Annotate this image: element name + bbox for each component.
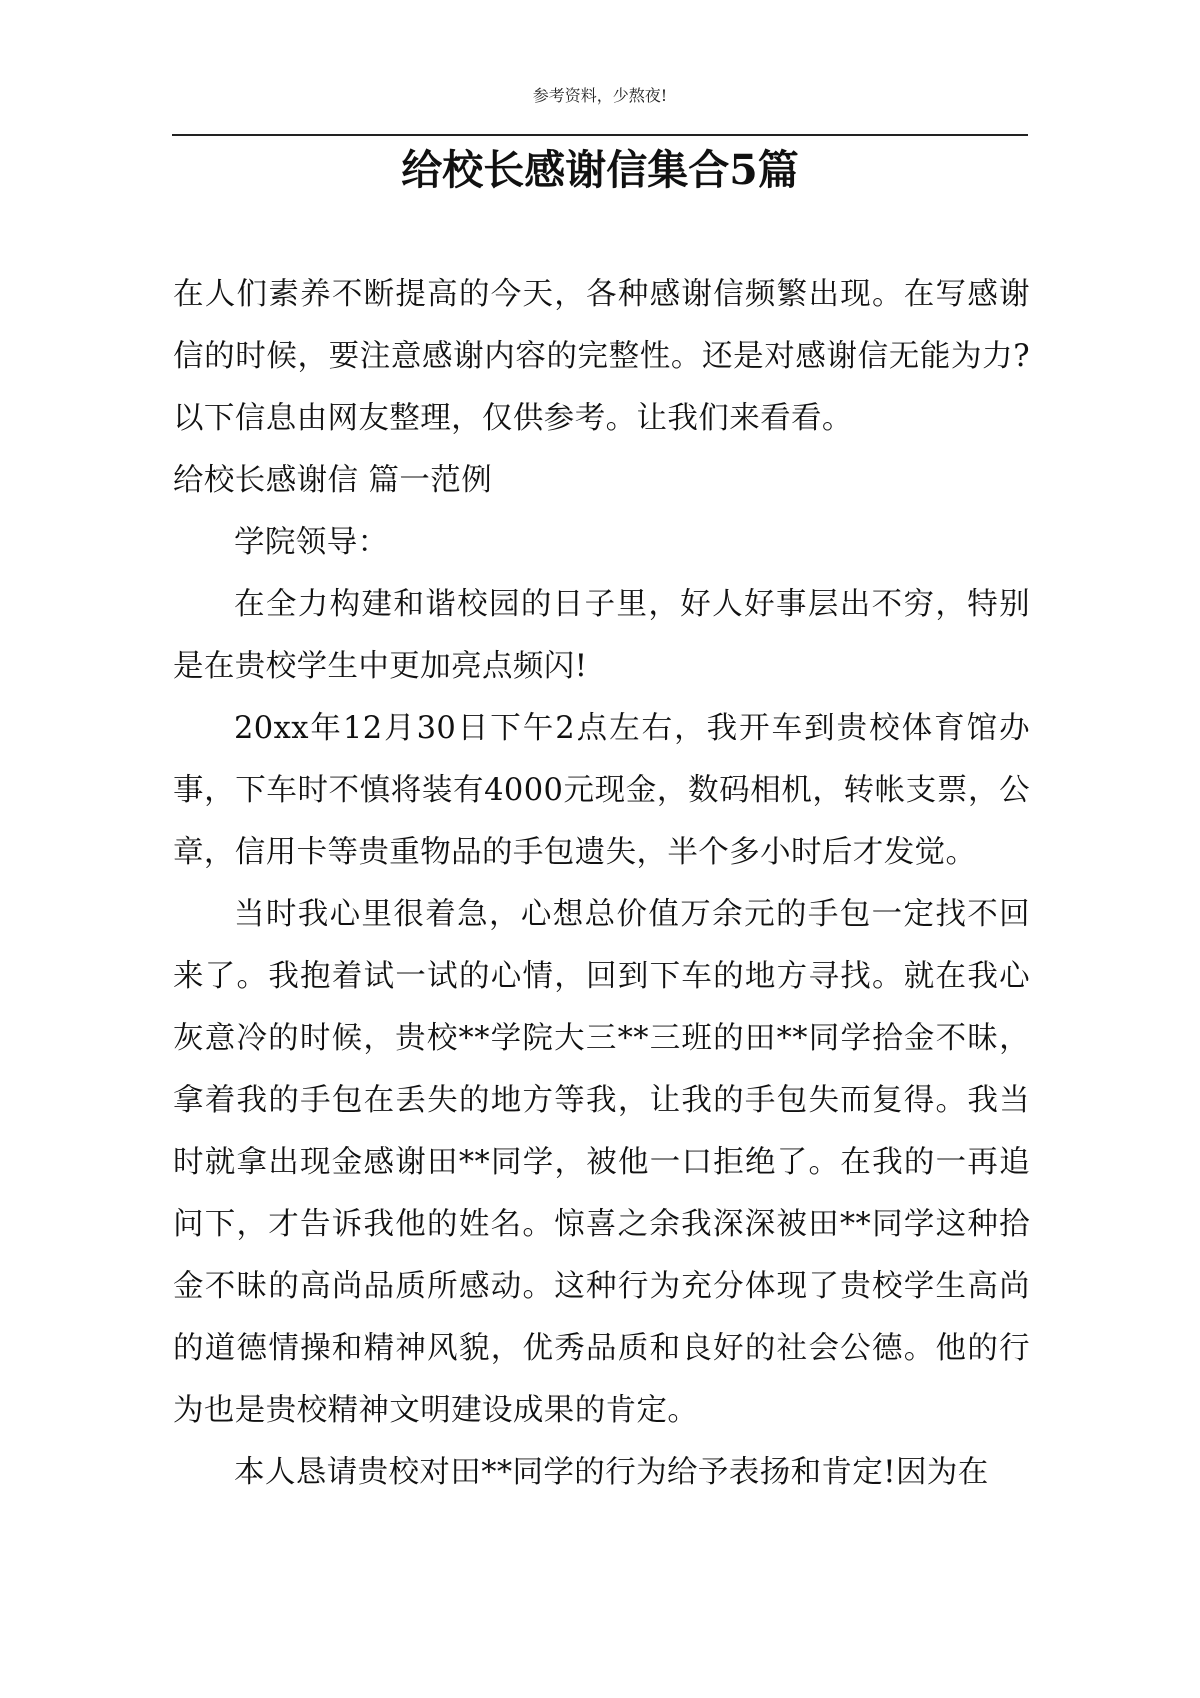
document-body: [173, 264, 1030, 1504]
body-paragraph: 当时我心里很着急，心想总价值万余元的手包一定找不回来了。我抱着试一试的心情，回到下车的地方寻找。就在我心灰意冷的时候，贵校**学院大三**三班的田**同学拾金不昧，拿着我的手包在丢失的地方等我，让我的手包失而复得。我当时就拿出现金感谢田**同学，被他一口拒绝了。在我的一再追问下，才告诉我他的姓名。惊喜之余我深深被田**同学这种拾金不昧的高尚品质所感动。这种行为充分体现了贵校学生高尚的道德情操和精神风貌，优秀品质和良好的社会公德。他的行为也是贵校精神文明建设成果的肯定。: [173, 897, 1030, 1428]
body-paragraph: 20xx年12月30日下午2点左右，我开车到贵校体育馆办事，下车时不慎将装有4000元现金，数码相机，转帐支票，公章，信用卡等贵重物品的手包遗失，半个多小时后才发觉。: [173, 711, 1030, 870]
salutation: 学院领导：: [234, 525, 389, 560]
body-paragraph: 本人恳请贵校对田**同学的行为给予表扬和肯定!因为在: [234, 1455, 989, 1490]
document-title: 给校长感谢信集合5篇: [401, 146, 799, 194]
header-note: 参考资料，少熬夜!: [532, 86, 668, 105]
section-heading: 给校长感谢信 篇一范例: [173, 463, 493, 498]
intro-paragraph: 在人们素养不断提高的今天，各种感谢信频繁出现。在写感谢信的时候，要注意感谢内容的完整性。还是对感谢信无能为力?以下信息由网友整理，仅供参考。让我们来看看。: [173, 277, 1030, 436]
body-paragraph: 在全力构建和谐校园的日子里，好人好事层出不穷，特别是在贵校学生中更加亮点频闪!: [173, 587, 1030, 684]
header-divider: [172, 134, 1028, 136]
